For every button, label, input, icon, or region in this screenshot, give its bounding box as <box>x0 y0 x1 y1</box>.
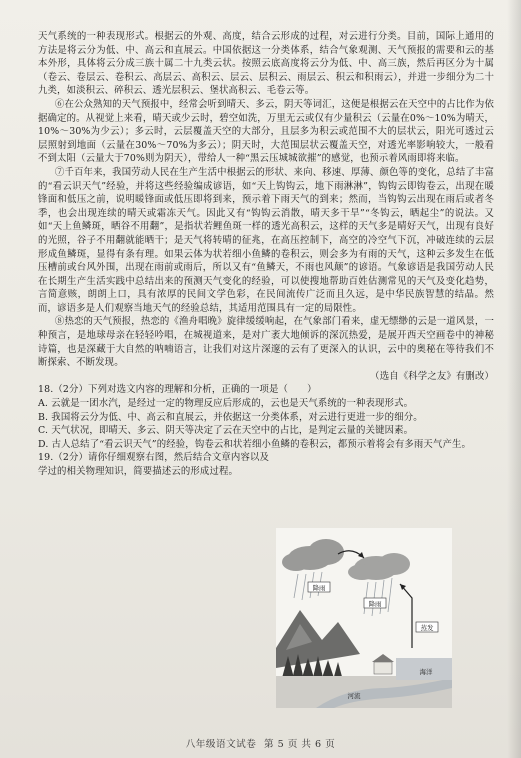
water-cycle-figure <box>276 528 452 708</box>
figure-label-rain-left: 降雨 <box>312 584 326 592</box>
question-18-option-c: C. 天气状况，即晴天、多云、阴天等决定了云在天空中的占比，是判定云量的关键因素。 <box>38 425 414 437</box>
question-19: 19.（2分）请你仔细观察右图，然后结合文章内容以及学过的相关物理知识，简要描述云的形成过程。 <box>38 452 270 477</box>
page-footer <box>0 736 521 750</box>
figure-label-river: 河流 <box>347 692 361 700</box>
passage-paragraph: ⑧热恋的天气预报，热恋的《渔舟唱晚》旋律缓缓响起，在气象部门看来，虚无缥缈的云是一道风景，一种预言，是地球母亲在轻轻吟唱，在城视道来，是对广袤大地倾诉的深沉热爱，是展开西天空画卷中的神秘诗篇，也是深藏于大自然的呐喃语言，让我们对这片深邃的云有了更深入的认识，云中的奥秘在等待我们不断探索、不断发现。 <box>38 316 494 369</box>
passage-body <box>38 30 494 479</box>
figure-label-ocean: 海洋 <box>419 668 433 676</box>
question-18-option-a: A. 云就是一团水汽，是经过一定的物理反应后形成的，云也是天气系统的一种表现形式。 <box>38 398 414 410</box>
footer-page-number: 第 5 页 共 6 页 <box>263 739 336 750</box>
figure-label-evaporation: 蒸发 <box>420 624 434 632</box>
footer-subject: 八年级语文试卷 <box>185 739 257 750</box>
passage-paragraph: 天气系统的一种表现形式。根据云的外观、高度，结合云形成的过程，对云进行分类。目前，国际上通用的方法是将云分为低、中、高云和直展云。中国依据这一分类体系，结合气象观测、天气预报的需要和云的基本外形，具体将云分成三族十属二十九类云状。按照云底高度将云分为低、中、高三族，然后再区分为十属（卷云、卷层云、卷积云、高层云、高积云、层云、层积云、雨层云、积云和积雨云），并进一步细分为二十九类，如淡积云、碎积云、透光层积云、堡状高积云、毛卷云等。 <box>38 31 494 97</box>
passage-paragraph: ⑥在公众熟知的天气预报中，经常会听到晴天、多云，阴天等词汇，这便是根据云在天空中的占比作为依据确定的。从视觉上来看，晴天或少云时，碧空如洗，万里无云或仅有少量积云（云量在0%～10%为晴天，10%～30%为少云）；多云时，云层覆盖天空的大部分，且层多为积云或范围不大的层状云，阳光可透过云层照射到地面（云量在30%～70%为多云）；阴天时，大范围层状云覆盖天空，对透光率影响较大，一般看不到太阳（云量大于70%则为阴天），带给人一种“黑云压城城欲摧”的感觉，也预示着风雨即将来临。 <box>38 98 494 165</box>
question-18: 18.（2分）下列对选文内容的理解和分析，正确的一项是（ ） <box>38 384 317 396</box>
passage-paragraph: ⑦千百年来，我国劳动人民在生产生活中根据云的形状、来向、移速、厚薄、颜色等的变化，总结了丰富的“看云识天气”经验，并将这些经验编成谚语，如“天上钩钩云，地下雨淋淋”，钩钩云即钩卷云，出现在暖锋面和低压之前，说明暖锋面或低压即将到来，预示着下雨天气的到来；然而，当钩钩云出现在雨后或者冬季，也会出现连续的晴天或霜冻天气。因此又有“钩钩云消散，晴天多干旱”“冬钩云，晒起尘”的说法。又如“天上鱼鳞斑，晒谷不用翻”，是指状若鲤鱼斑一样的透光高积云，这样的天气多是晴好天气，出现有良好的光照，谷子不用翻就能晒干；是天气将转晴的征兆，在高压控制下，高空的冷空气下沉，冲破连续的云层形成鱼鳞斑，显得有条有理。如果云体为状若细小鱼鳞的卷积云，则会多为有雨的天气，这种云多发生在低压槽前或台风外围，出现在雨前或雨后，所以又有“鱼鳞天，不雨也风颠”的谚语。气象谚语是我国劳动人民在长期生产生活实践中总结出来的预测天气变化的经验，可以使搜地帮助百姓估测常见的天气及变化趋势，言简意赅，朗朗上口，具有浓厚的民间文学色彩，在民间流传广泛而且久远，是中华民族智慧的结晶。然而，谚语多是人们观察当地天气的经验总结，其适用范围具有一定的局限性。 <box>38 166 494 314</box>
figure-label-rain-right: 降雨 <box>368 600 382 608</box>
question-18-option-d: D. 古人总结了“看云识天气”的经验，钩卷云和状若细小鱼鳞的卷积云，都预示着将会有多雨天气产生。 <box>38 438 472 450</box>
passage-source: （选自《科学之友》有删改） <box>370 370 494 382</box>
water-cycle-illustration <box>276 528 452 708</box>
page-edge-shadow <box>507 0 521 758</box>
question-18-option-b: B. 我国将云分为低、中、高云和直展云，并依据这一分类体系，对云进行更进一步的细分。 <box>38 411 423 423</box>
